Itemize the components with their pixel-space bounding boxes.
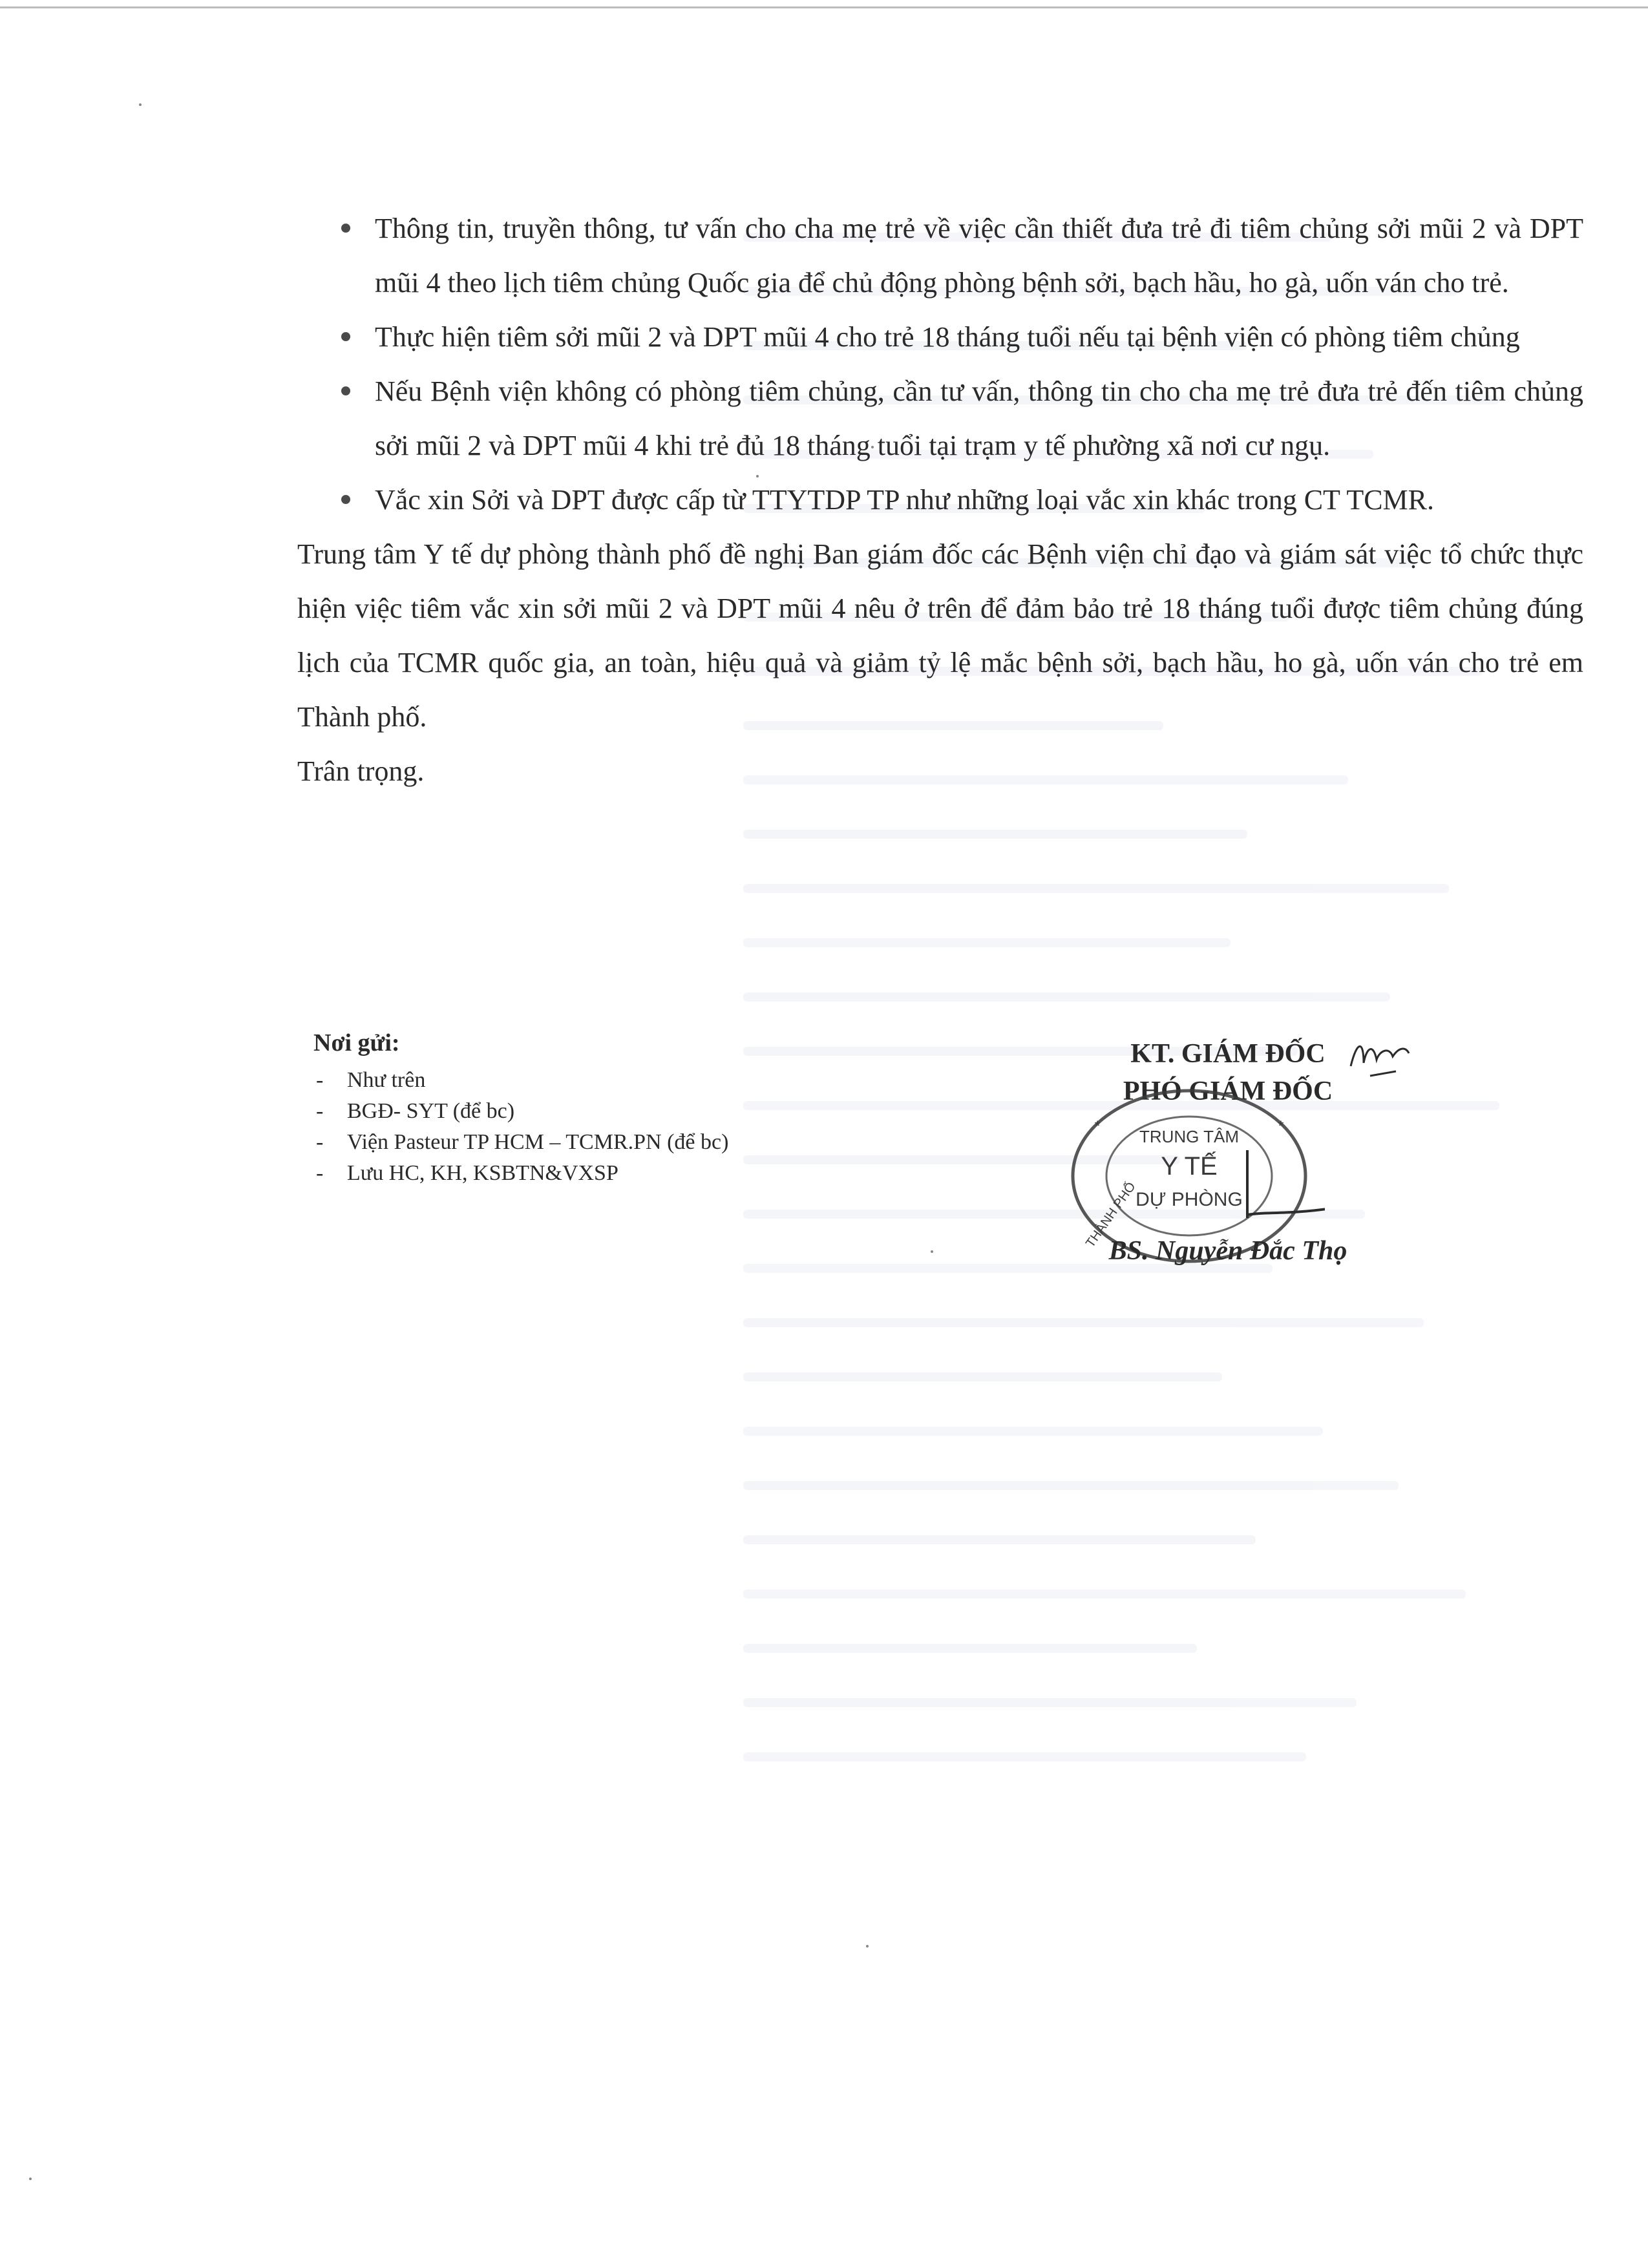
recipient-text: BGĐ- SYT (để bc) [347, 1099, 515, 1123]
recipients-list [313, 1065, 895, 1189]
signer-title-line1: KT. GIÁM ĐỐC [1130, 1039, 1326, 1069]
list-item-text: Thông tin, truyền thông, tư vấn cho cha mẹ trẻ về việc cần thiết đưa trẻ đi tiêm chủng sởi mũi 2 và DPT mũi 4 theo lịch tiêm chủng Quốc gia để chủ động phòng bệnh sởi, bạch hầu, ho gà, uốn ván cho trẻ. [375, 213, 1583, 299]
seal-text-line1: TRUNG TÂM [1139, 1127, 1240, 1146]
closing-line: Trân trọng. [297, 755, 425, 787]
seal-text-line3: DỰ PHÒNG [1136, 1189, 1243, 1210]
initial-scribble [1344, 1027, 1415, 1086]
list-item-text: Nếu Bệnh viện không có phòng tiêm chủng, cần tư vấn, thông tin cho cha mẹ trẻ đưa trẻ đến tiêm chủng sởi mũi 2 và DPT mũi 4 khi trẻ đủ 18 tháng tuổi tại trạm y tế phường xã nơi cư ngụ. [375, 375, 1583, 461]
letter-body [297, 202, 1583, 799]
dash-marker: - [316, 1068, 324, 1092]
dash-marker: - [316, 1130, 324, 1154]
request-paragraph: Trung tâm Y tế dự phòng thành phố đề nghị Ban giám đốc các Bệnh viện chỉ đạo và giám sát việc tổ chức thực hiện việc tiêm vắc xin sởi mũi 2 và DPT mũi 4 nêu ở trên để đảm bảo trẻ 18 tháng tuổi được tiêm chủng đúng lịch của TCMR quốc gia, an toàn, hiệu quả và giảm tỷ lệ mắc bệnh sởi, bạch hầu, ho gà, uốn ván cho trẻ em Thành phố. [297, 538, 1583, 733]
dash-marker: - [316, 1099, 324, 1123]
recipient-item [313, 1158, 895, 1189]
seal-text-line2: Y TẾ [1161, 1152, 1218, 1181]
recipients-heading: Nơi gửi: [313, 1029, 400, 1056]
recipient-text: Như trên [347, 1068, 426, 1092]
list-item [375, 202, 1583, 310]
seal-star-left: * [1094, 1118, 1101, 1134]
list-item [375, 364, 1583, 473]
signer-name: BS. Nguyễn Đắc Thọ [1108, 1236, 1347, 1266]
list-item [375, 473, 1583, 527]
bullet-icon [341, 332, 350, 341]
seal-ring-text: THÀNH PHỐ [1083, 1179, 1139, 1250]
list-item [375, 310, 1583, 364]
recipients-block [313, 1027, 895, 1189]
bullet-icon [341, 386, 350, 395]
recipient-item [313, 1096, 895, 1127]
signature-block [1053, 1014, 1441, 1312]
seal-star-right: * [1278, 1118, 1284, 1134]
scan-top-edge [0, 6, 1648, 8]
bullet-icon [341, 495, 350, 504]
recipient-item [313, 1065, 895, 1096]
list-item-text: Vắc xin Sởi và DPT được cấp từ TTYTDP TP như những loại vắc xin khác trong CT TCMR. [375, 484, 1435, 516]
bullet-icon [341, 224, 350, 233]
recipient-text: Viện Pasteur TP HCM – TCMR.PN (để bc) [347, 1130, 729, 1154]
recipient-text: Lưu HC, KH, KSBTN&VXSP [347, 1161, 618, 1185]
instruction-list [297, 202, 1583, 527]
recipient-item [313, 1127, 895, 1158]
signer-title-line2: PHÓ GIÁM ĐỐC [1123, 1076, 1333, 1106]
list-item-text: Thực hiện tiêm sởi mũi 2 và DPT mũi 4 cho trẻ 18 tháng tuổi nếu tại bệnh viện có phòng tiêm chủng [375, 321, 1520, 353]
dash-marker: - [316, 1161, 324, 1185]
